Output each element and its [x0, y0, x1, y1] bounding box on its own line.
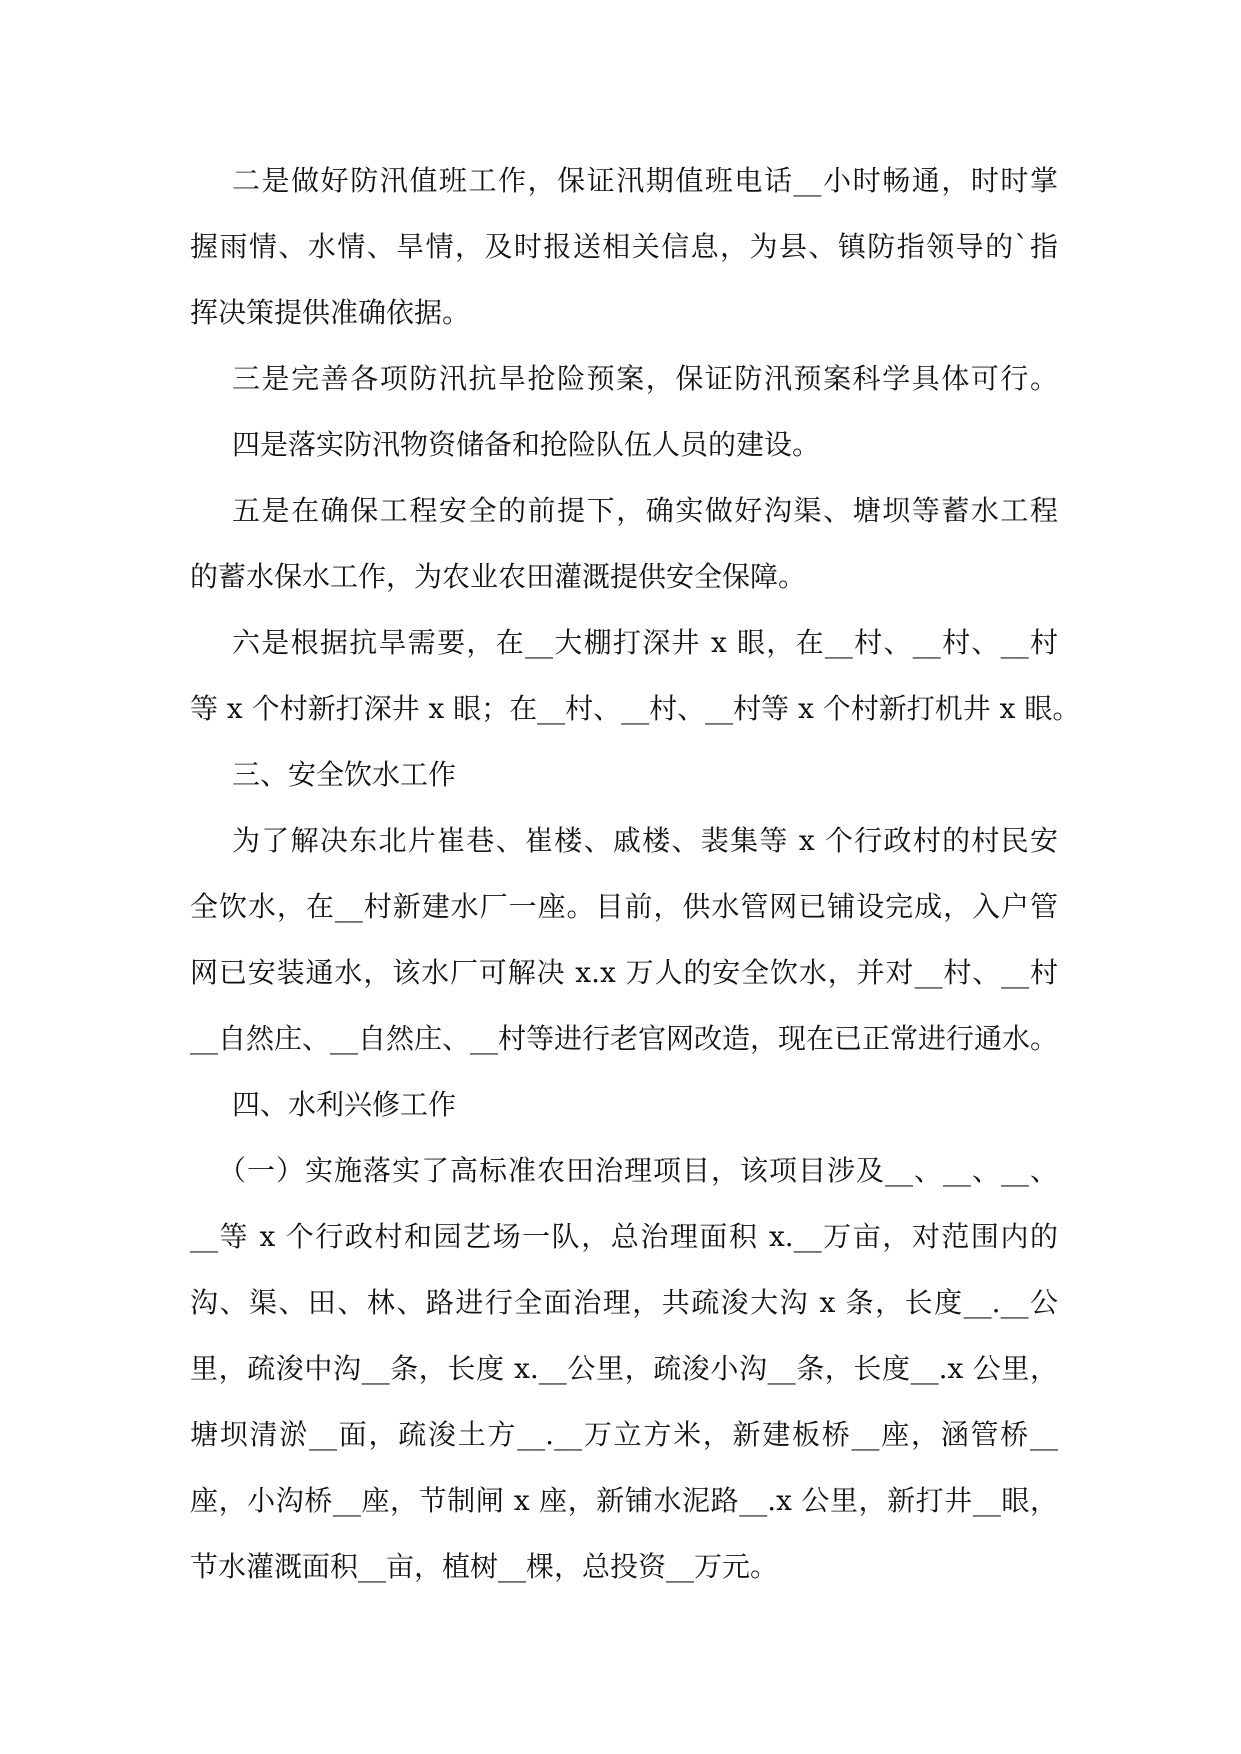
text-line: 里，疏浚中沟__条，长度 x.__公里，疏浚小沟__条，长度__.x 公里， [190, 1352, 1058, 1385]
text-line: 塘坝清淤__面，疏浚土方__.__万立方米，新建板桥__座，涵管桥__ [190, 1418, 1058, 1451]
text-line: 全饮水，在__村新建水厂一座。目前，供水管网已铺设完成，入户管 [190, 890, 1058, 923]
text-line: 握雨情、水情、旱情，及时报送相关信息，为县、镇防指领导的`指 [190, 230, 1058, 263]
text-line: __自然庄、__自然庄、__村等进行老官网改造，现在已正常进行通水。 [190, 1022, 1059, 1055]
text-line: __等 x 个行政村和园艺场一队，总治理面积 x.__万亩，对范围内的 [190, 1220, 1058, 1253]
section-heading: 四、水利兴修工作 [232, 1088, 457, 1121]
text-line: 四是落实防汛物资储备和抢险队伍人员的建设。 [232, 428, 821, 461]
text-line: 为了解决东北片崔巷、崔楼、戚楼、裴集等 x 个行政村的村民安 [232, 824, 1058, 857]
text-line: 座，小沟桥__座，节制闸 x 座，新铺水泥路__.x 公里，新打井__眼， [190, 1484, 1058, 1517]
text-line: 沟、渠、田、林、路进行全面治理，共疏浚大沟 x 条，长度__.__公 [190, 1286, 1058, 1319]
section-heading: 三、安全饮水工作 [232, 758, 457, 791]
text-line: （一）实施落实了高标准农田治理项目，该项目涉及__、__、__、 [218, 1154, 1058, 1187]
document-body [190, 148, 1081, 1600]
text-line: 二是做好防汛值班工作，保证汛期值班电话__小时畅通，时时掌 [232, 164, 1058, 197]
text-line: 的蓄水保水工作，为农业农田灌溉提供安全保障。 [190, 560, 807, 593]
text-line: 等 x 个村新打深井 x 眼；在__村、__村、__村等 x 个村新打机井 x 眼。 [190, 692, 1081, 725]
text-line: 节水灌溉面积__亩，植树__棵，总投资__万元。 [190, 1550, 779, 1583]
text-line: 六是根据抗旱需要，在__大棚打深井 x 眼，在__村、__村、__村 [232, 626, 1058, 659]
text-line: 挥决策提供准确依据。 [190, 296, 471, 329]
text-line: 五是在确保工程安全的前提下，确实做好沟渠、塘坝等蓄水工程 [232, 494, 1058, 527]
text-line: 网已安装通水，该水厂可解决 x.x 万人的安全饮水，并对__村、__村 [190, 956, 1058, 989]
text-line: 三是完善各项防汛抗旱抢险预案，保证防汛预案科学具体可行。 [232, 362, 1058, 395]
